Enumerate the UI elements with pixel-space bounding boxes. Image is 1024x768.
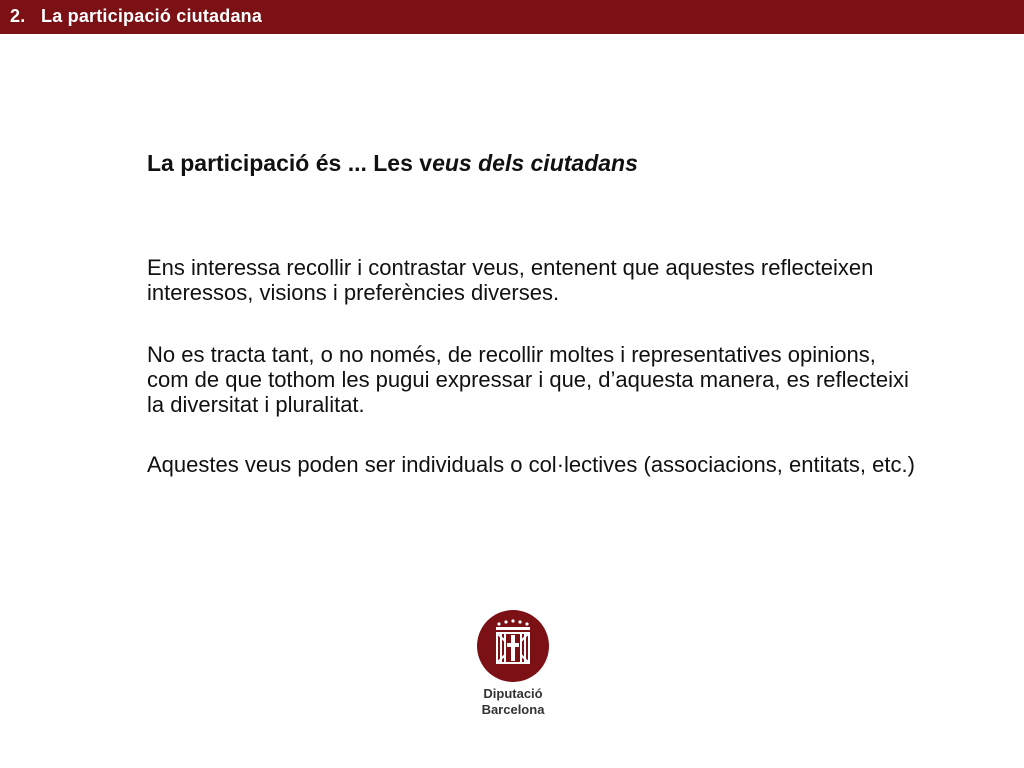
- paragraph-1: Ens interessa recollir i contrastar veus, entenent que aquestes reflecteixen interessos, visions i preferències diverses.: [147, 255, 874, 305]
- paragraph-3: Aquestes veus poden ser individuals o col·lectives (associacions, entitats, etc.): [147, 452, 915, 477]
- slide-title: [147, 150, 907, 177]
- logo-text-line-1: Diputació: [483, 686, 543, 701]
- diputacio-barcelona-logo: [473, 610, 553, 720]
- paragraph-2: No es tracta tant, o no només, de recollir moltes i representatives opinions, com de que tothom les pugui expressar i que, d’aquesta manera, es reflecteixi la diversitat i pluralitat.: [147, 342, 909, 417]
- logo-text-line-2: Barcelona: [481, 702, 545, 717]
- coat-of-arms-icon: [477, 610, 549, 682]
- section-title: 2. La participació ciutadana: [10, 6, 263, 26]
- section-header-bar: [0, 0, 1024, 34]
- slide-title-regular: La participació és ... Les v: [147, 150, 433, 176]
- slide-title-italic: eus dels ciutadans: [432, 150, 638, 176]
